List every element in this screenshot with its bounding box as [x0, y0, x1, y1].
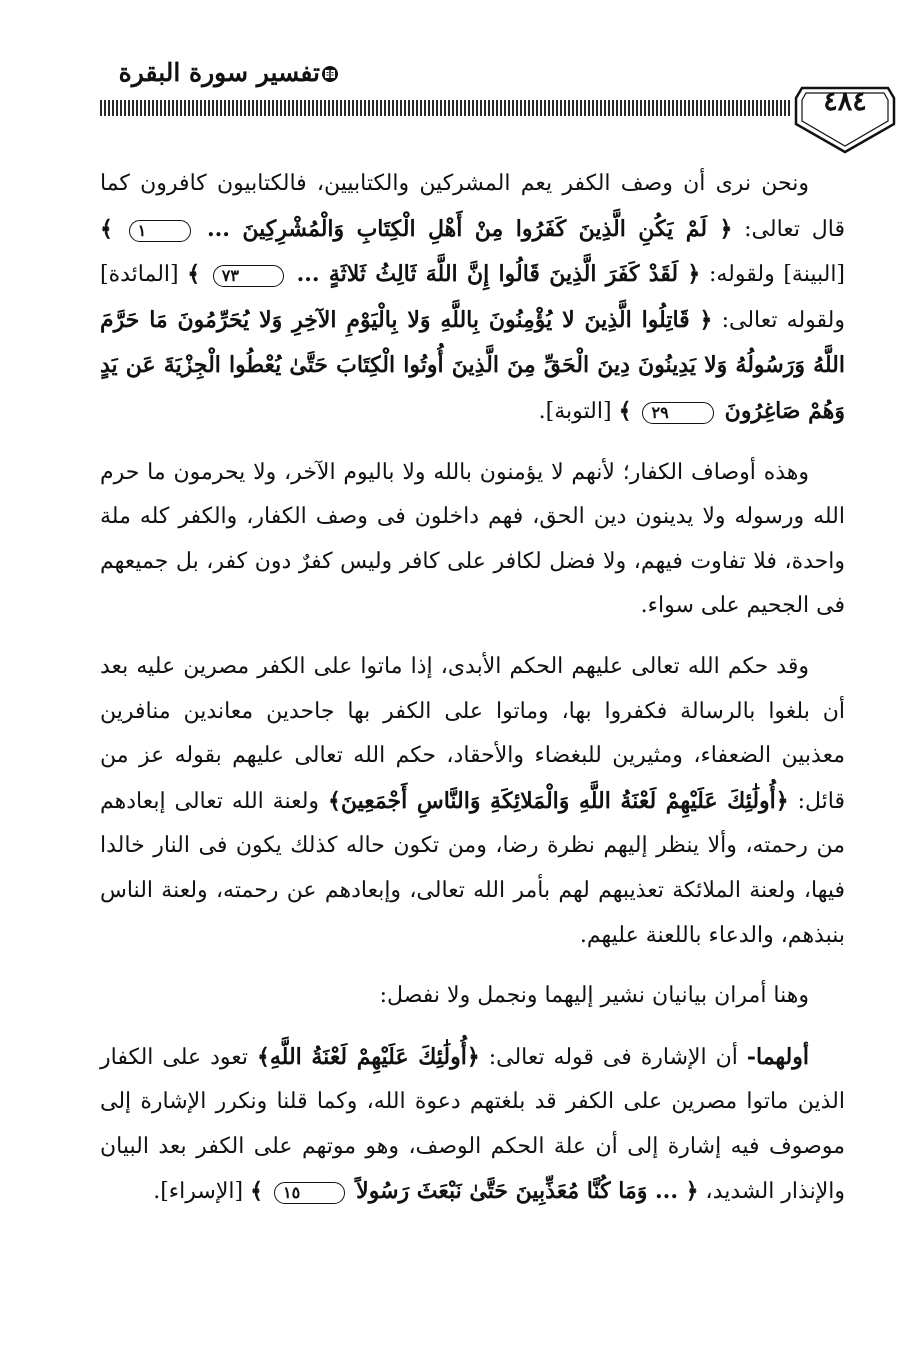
- ayah-number: ٢٩: [642, 402, 713, 424]
- header-rule: [100, 100, 790, 116]
- surah-reference: [الإسراء].: [153, 1179, 244, 1205]
- paragraph-5: [100, 1035, 845, 1215]
- page-number: ٤٨٤: [823, 86, 867, 117]
- surah-reference: [المائدة] ولقوله تعالى:: [100, 262, 845, 333]
- surah-reference: [البينة] ولقوله:: [708, 262, 846, 288]
- paragraph-2: وهذه أوصاف الكفار؛ لأنهم لا يؤمنون بالله ولا باليوم الآخر، ولا يحرمون ما حرم الله ورسوله ولا يدينون دين الحق، فهم داخلون فى وصف الكفار، والكفر كله ملة واحدة، فلا تفاوت فيهم، ولا فضل لكافر على كافر وليس كفرٌ دون كفر، بل جميعهم فى الجحيم على سواء.: [100, 459, 845, 619]
- paragraph-1: [100, 162, 845, 435]
- verse-close-bracket: ﴾: [100, 215, 113, 242]
- book-ornament-icon: [320, 64, 340, 84]
- quran-verse: ﴿أُولَٰئِكَ عَلَيْهِمْ لَعْنَةُ اللَّهِ وَالْمَلائِكَةِ وَالنَّاسِ أَجْمَعِينَ﴾: [327, 787, 789, 814]
- quran-verse: ﴿ قَاتِلُوا الَّذِينَ لا يُؤْمِنُونَ بِاللَّهِ وَلا بِالْيَوْمِ الآخِرِ وَلا يُحَرِّمُونَ مَا حَرَّمَ اللَّهُ وَرَسُولُهُ وَلا يَدِينُونَ دِينَ الْحَقِّ مِنَ الَّذِينَ أُوتُوا الْكِتَابَ حَتَّىٰ يُعْطُوا الْجِزْيَةَ عَن يَدٍ وَهُمْ صَاغِرُونَ: [100, 306, 845, 424]
- quran-verse: ﴿أُولَٰئِكَ عَلَيْهِمْ لَعْنَةُ اللَّهِ﴾: [256, 1043, 480, 1070]
- paragraph-3: [100, 645, 845, 958]
- page-body: [100, 162, 845, 1231]
- text-segment: وقد حكم الله تعالى عليهم الحكم الأبدى، إذا ماتوا على الكفر مصرين عليه بعد أن بلغوا بالرسالة فكفروا بها، وماتوا على الكفر بها جاحدين معاندين منافرين معذبين الضعفاء، ومثيرين للبغضاء والأحقاد، حكم الله تعالى عليهم بقوله عز من قائل:: [100, 653, 845, 814]
- text-segment: ولعنة الله تعالى إبعادهم من رحمته، وألا ينظر إليهم نظرة رضا، ومن تكون حاله كذلك يكون فى النار خالدا فيها، ولعنة الملائكة تعذيبهم لهم بأمر الله تعالى، وإبعادهم عن رحمته، ولعنة الناس بنبذهم، والدعاء باللعنة عليهم.: [100, 788, 845, 948]
- verse-close-bracket: ﴾: [618, 397, 632, 424]
- quran-verse: ﴿ لَقَدْ كَفَرَ الَّذِينَ قَالُوا إِنَّ اللَّهَ ثَالِثُ ثَلاثَةٍ ...: [296, 261, 701, 288]
- verse-close-bracket: ﴾: [250, 1178, 263, 1205]
- quran-verse: ﴿ لَمْ يَكُنِ الَّذِينَ كَفَرُوا مِنْ أَهْلِ الْكِتَابِ وَالْمُشْرِكِينَ ...: [206, 215, 733, 242]
- ayah-number: ١٥: [274, 1182, 345, 1204]
- ayah-number: ٧٣: [213, 265, 284, 287]
- quran-verse: ﴿ ... وَمَا كُنَّا مُعَذِّبِينَ حَتَّىٰ نَبْعَثَ رَسُولاً: [356, 1178, 699, 1205]
- running-title: تفسير سورة البقرة: [118, 58, 320, 87]
- paragraph-4: وهنا أمران بيانيان نشير إليهما ونجمل ولا نفصل:: [379, 983, 809, 1009]
- verse-close-bracket: ﴾: [187, 261, 201, 288]
- page-header: [0, 0, 920, 160]
- text-segment: تعود على الكفار الذين ماتوا مصرين على الكفر قد بلغتهم دعوة الله، وكما قلنا ونكرر الإشارة إلى موصوف فيه إشارة إلى أن علة الحكم الوصف، وهو موتهم على الكفر بعد البيان والإنذار الشديد،: [100, 1044, 845, 1205]
- ayah-number: ١: [129, 220, 192, 242]
- text-segment: ونحن نرى أن وصف الكفر يعم المشركين والكتابيين، فالكتابيون كافرون كما قال تعالى:: [100, 171, 845, 242]
- point-heading: أولهما-: [746, 1043, 809, 1070]
- surah-reference: [التوبة].: [538, 398, 612, 424]
- text-segment: أن الإشارة فى قوله تعالى:: [488, 1044, 738, 1070]
